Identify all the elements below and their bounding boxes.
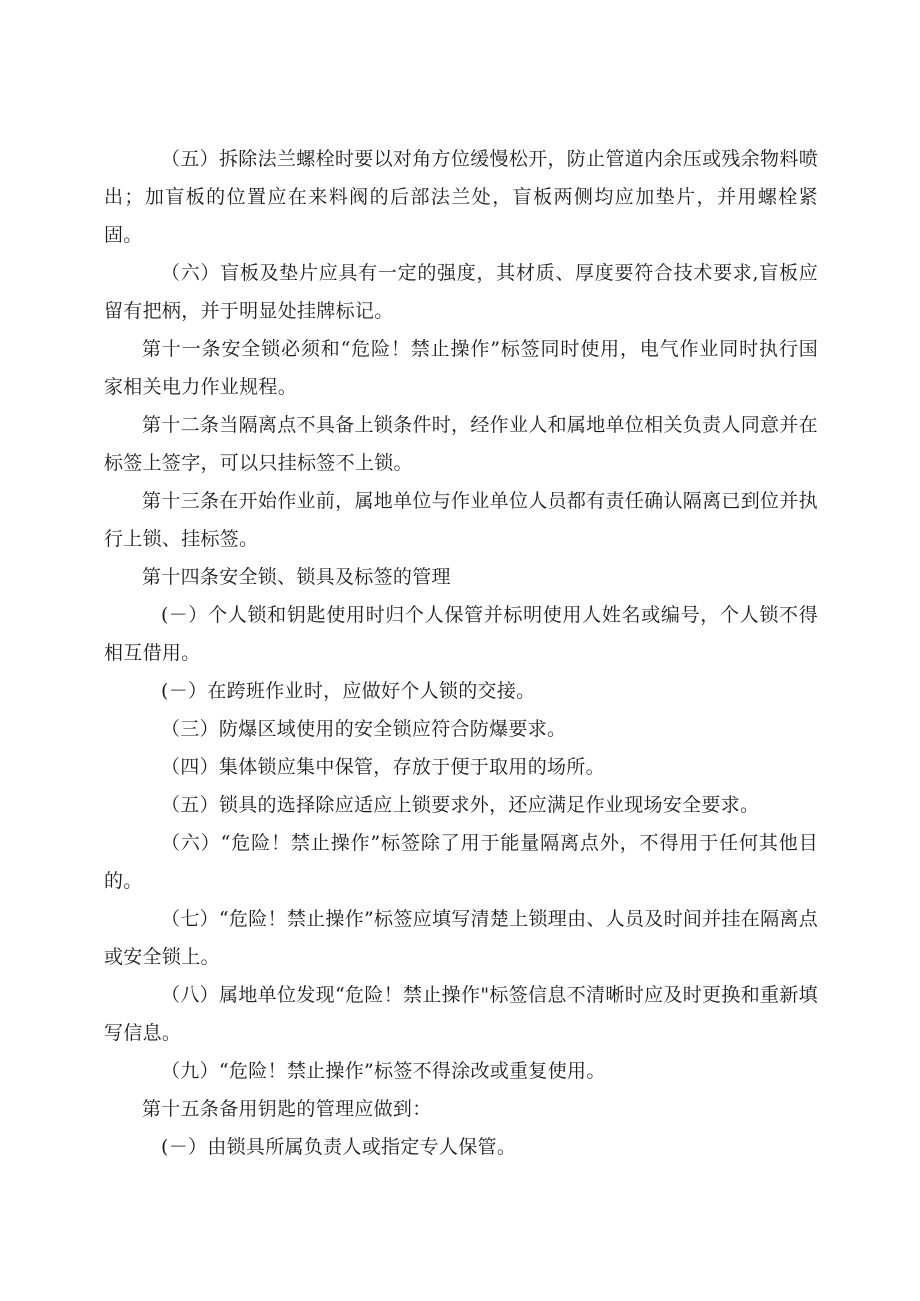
paragraph-article-11: 第十一条安全锁必须和“危险！禁止操作”标签同时使用，电气作业同时执行国家相关电力作业规程。 — [104, 338, 818, 398]
paragraph-group-lock: （四）集体锁应集中保管，存放于便于取用的场所。 — [161, 756, 605, 778]
paragraph-article-13: 第十三条在开始作业前，属地单位与作业单位人员都有责任确认隔离已到位并执行上锁、挂标签。 — [104, 490, 818, 550]
document-body — [104, 140, 818, 1166]
paragraph-article-15: 第十五条备用钥匙的管理应做到： — [142, 1098, 432, 1120]
paragraph-personal-lock: (－）个人锁和钥匙使用时归个人保管并标明使用人姓名或编号，个人锁不得相互借用。 — [104, 604, 818, 664]
paragraph-spare-key-custody: (－）由锁具所属负责人或指定专人保管。 — [161, 1136, 517, 1158]
paragraph-flange-bolt-removal: （五）拆除法兰螺栓时要以对角方位缓慢松开，防止管道内余压或残余物料喷出；加盲板的位置应在来料阀的后部法兰处，盲板两侧均应加垫片，并用螺栓紧固。 — [104, 148, 818, 246]
paragraph-shift-handover: (－）在跨班作业时，应做好个人锁的交接。 — [161, 680, 536, 702]
paragraph-article-12: 第十二条当隔离点不具备上锁条件时，经作业人和属地单位相关负责人同意并在标签上签字，可以只挂标签不上锁。 — [104, 414, 818, 474]
paragraph-tag-no-alteration: （九）“危险！禁止操作”标签不得涂改或重复使用。 — [161, 1060, 606, 1082]
paragraph-tag-purpose: （六）“危险！禁止操作”标签除了用于能量隔离点外，不得用于任何其他目的。 — [104, 832, 818, 892]
paragraph-lock-selection: （五）锁具的选择除应适应上锁要求外，还应满足作业现场安全要求。 — [161, 794, 760, 816]
paragraph-blind-plate-strength: （六）盲板及垫片应具有一定的强度，其材质、厚度要符合技术要求,盲板应留有把柄，并于明显处挂牌标记。 — [104, 262, 818, 322]
paragraph-explosion-proof: （三）防爆区域使用的安全锁应符合防爆要求。 — [161, 718, 567, 740]
paragraph-tag-filling: （七）“危险！禁止操作”标签应填写清楚上锁理由、人员及时间并挂在隔离点或安全锁上。 — [104, 908, 818, 968]
paragraph-tag-replacement: （八）属地单位发现“危险！禁止操作"标签信息不清晰时应及时更换和重新填写信息。 — [104, 984, 818, 1044]
paragraph-article-14: 第十四条安全锁、锁具及标签的管理 — [142, 566, 451, 588]
